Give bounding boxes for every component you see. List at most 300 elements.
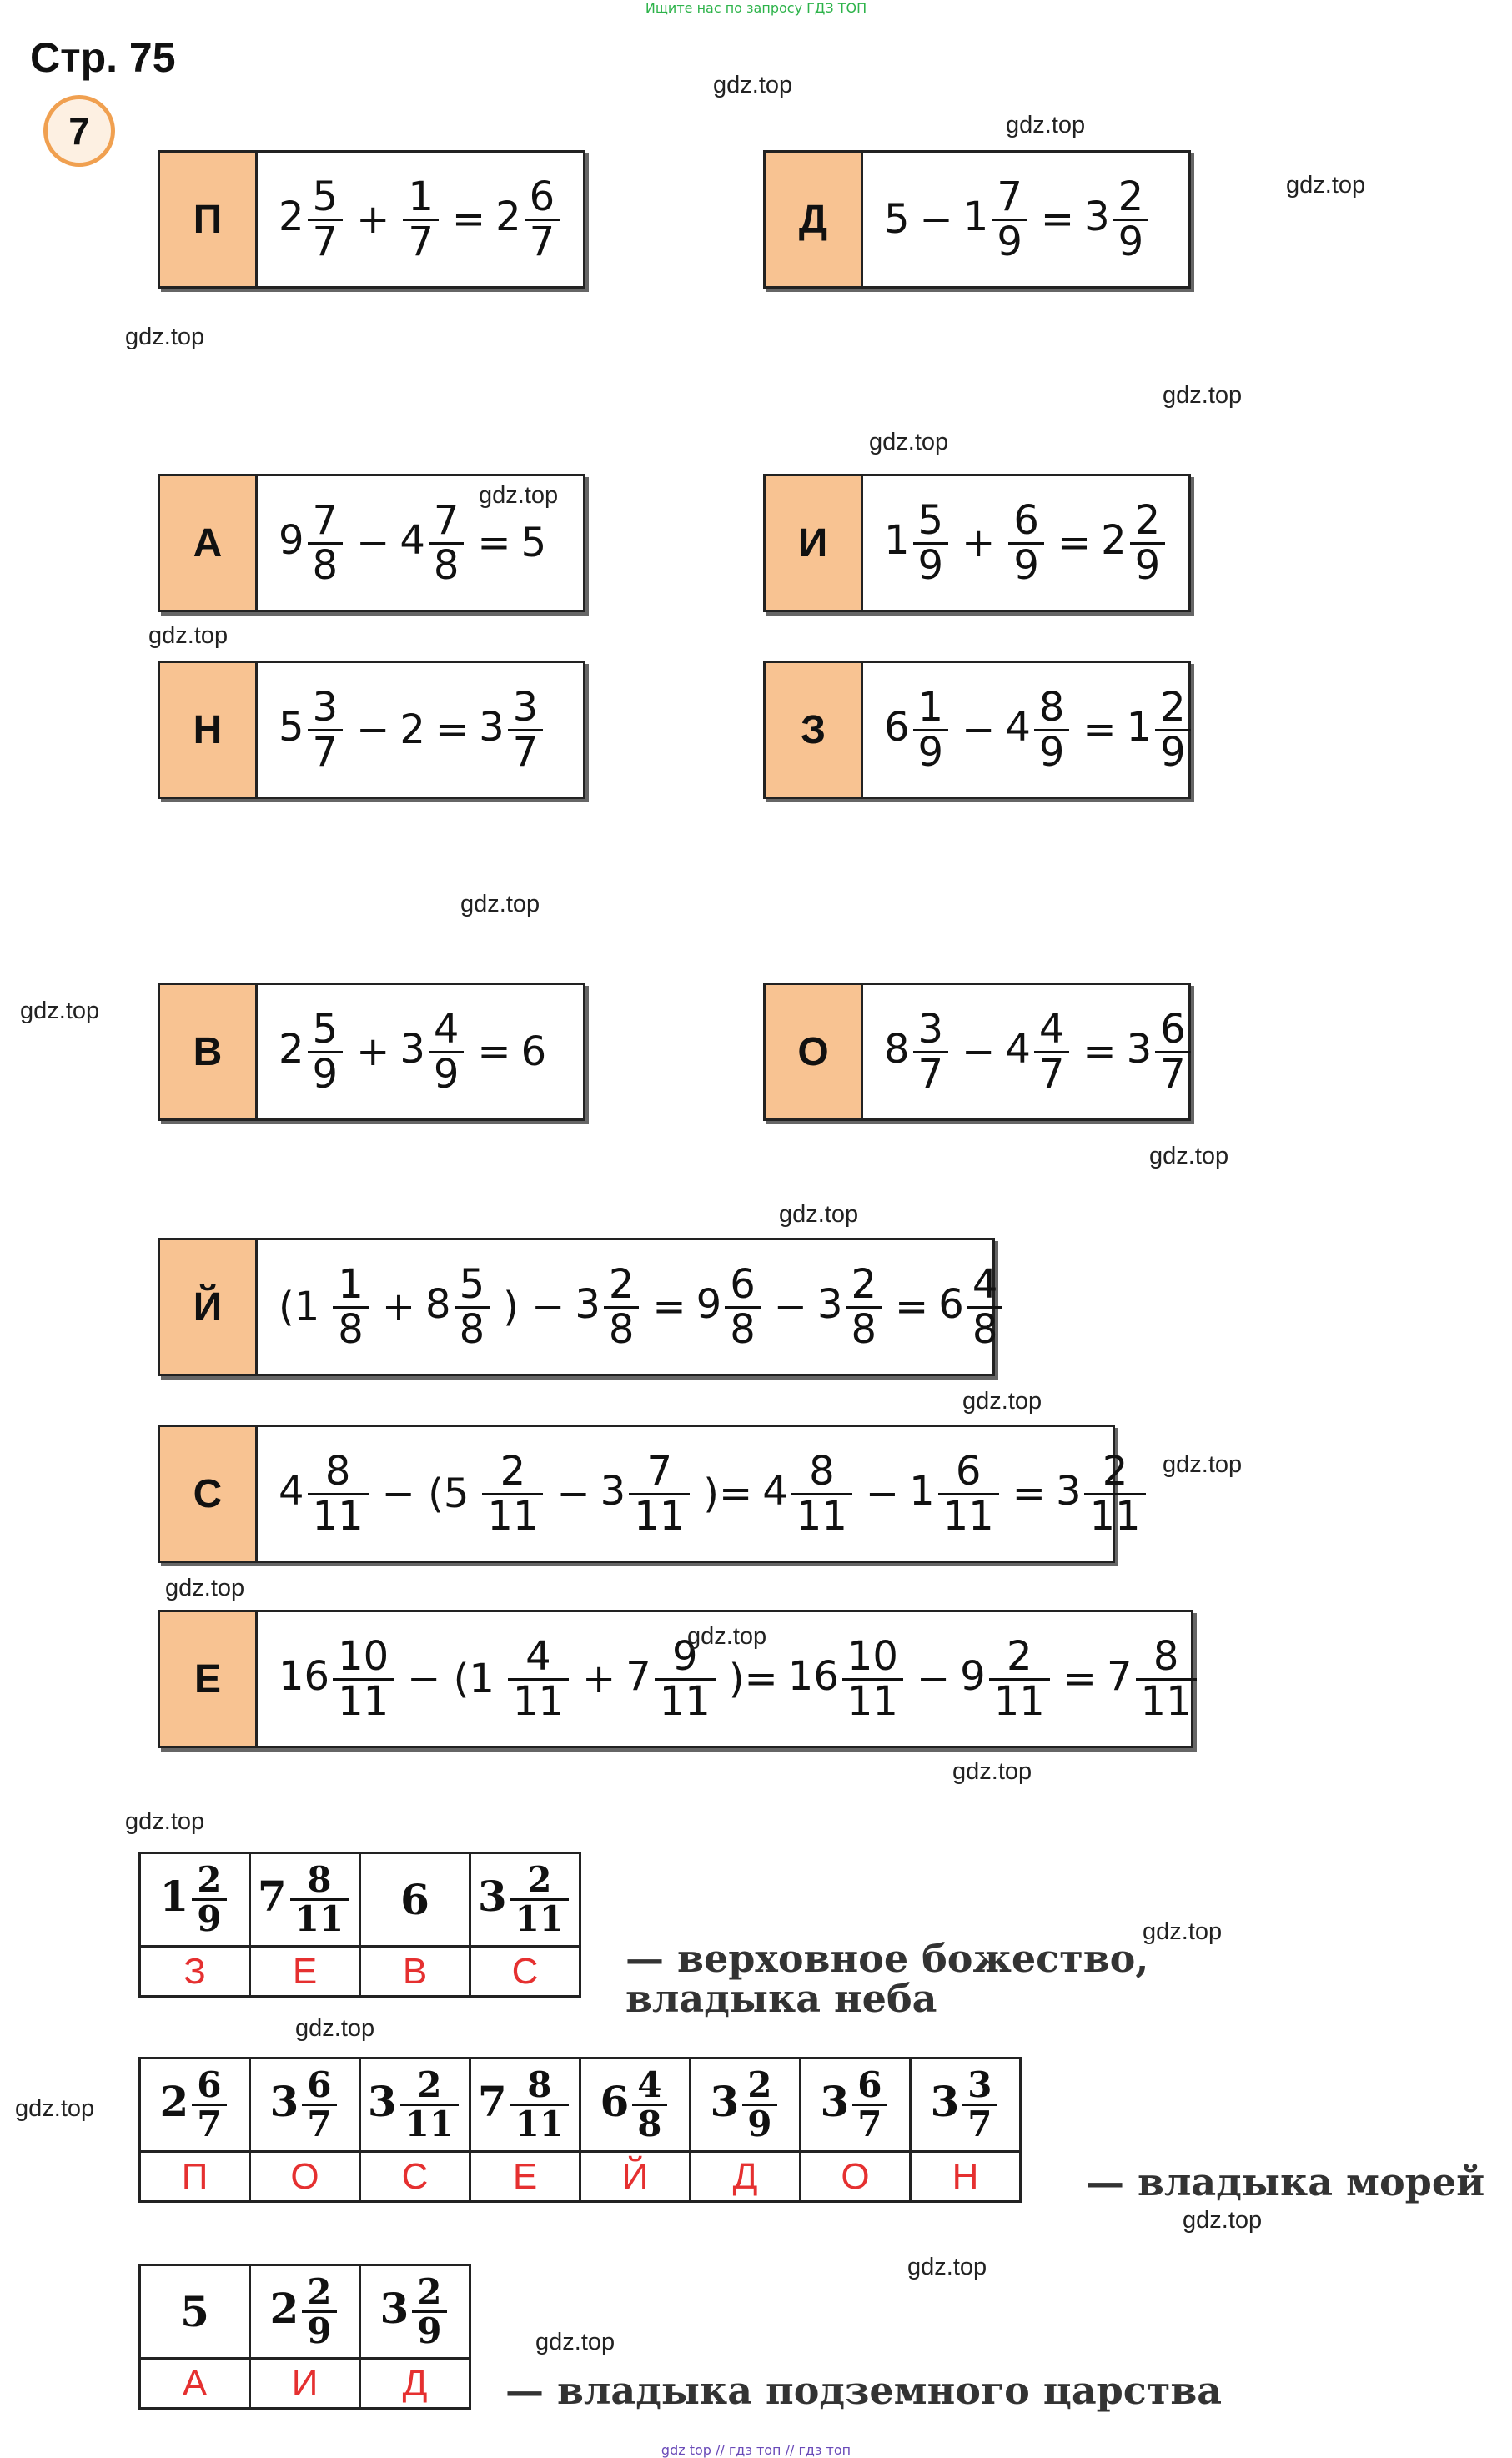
mixed-number: [399, 1006, 467, 1098]
watermark: gdz.top: [1163, 382, 1243, 409]
watermark: gdz.top: [165, 1575, 245, 1601]
value-cell: [140, 1853, 250, 1947]
mixed-number: [600, 2063, 670, 2144]
whole-part: 2: [1101, 517, 1127, 564]
value-cell: [360, 2058, 470, 2152]
numerator: 2: [417, 2270, 442, 2312]
operator: +: [581, 1656, 616, 1702]
whole-part: 7: [257, 1871, 287, 1921]
whole-part: 3: [477, 1871, 507, 1921]
whole-part: 3: [710, 2076, 740, 2126]
mixed-number: [1101, 497, 1168, 589]
whole-part: 2: [279, 1026, 304, 1073]
numerator: 2: [1006, 1633, 1032, 1681]
exercise-letter: Д: [766, 153, 863, 286]
fraction: [791, 1448, 852, 1540]
whole-part: 1: [1126, 704, 1153, 751]
denominator: 9: [1113, 219, 1149, 263]
mixed-number: [479, 1448, 546, 1540]
fraction: [1008, 497, 1044, 589]
fraction: [482, 1448, 543, 1540]
numerator: 3: [967, 2063, 992, 2105]
letter-cell: З: [140, 1947, 250, 1997]
fraction: [629, 1448, 690, 1540]
fraction: [400, 2063, 459, 2144]
watermark: gdz.top: [20, 998, 100, 1024]
numerator: 5: [312, 1006, 339, 1053]
denominator: 7: [308, 729, 344, 773]
fraction: [290, 1858, 349, 1939]
whole-part: 4: [1005, 704, 1031, 751]
operator: −: [356, 706, 390, 753]
mixed-number: [379, 2270, 450, 2351]
whole-part: 1: [962, 194, 989, 240]
numerator: 2: [1102, 1448, 1128, 1495]
mixed-number: [399, 706, 425, 753]
operator: (1: [279, 1284, 320, 1330]
denominator: 7: [508, 729, 544, 773]
exercise-expression: [861, 153, 1188, 286]
mixed-number: [884, 497, 952, 589]
letter-cell: О: [250, 2152, 360, 2202]
numerator: 2: [197, 1858, 222, 1900]
top-banner[interactable]: Ищите нас по запросу ГДЗ ТОП: [645, 0, 867, 16]
value-cell: [250, 1853, 360, 1947]
mixed-number: [329, 1261, 372, 1353]
mixed-number: [399, 497, 467, 589]
decode-caption-2: [1086, 2159, 1485, 2204]
operator: =: [435, 706, 470, 753]
value-cell: [580, 2058, 691, 2152]
denominator: 11: [938, 1493, 999, 1537]
mixed-number: [787, 1633, 907, 1725]
numerator: 8: [527, 2063, 552, 2105]
denominator: 7: [913, 1051, 949, 1095]
mixed-number: [884, 1006, 952, 1098]
numerator: 5: [312, 173, 339, 221]
operator: −: [919, 196, 953, 243]
mixed-number: [930, 2063, 1000, 2144]
whole-part: 2: [495, 194, 521, 240]
fraction: [962, 2063, 997, 2144]
mixed-number: [1107, 1633, 1200, 1725]
value-cell: [140, 2265, 250, 2359]
operator: =: [451, 196, 486, 243]
denominator: 9: [308, 1051, 344, 1095]
whole-part: 3: [379, 2283, 409, 2333]
exercise-letter: П: [160, 153, 258, 286]
numerator: 5: [459, 1261, 485, 1309]
fraction: [913, 1006, 949, 1098]
value-cell: [360, 2265, 470, 2359]
denominator: 9: [913, 729, 949, 773]
numerator: 6: [1013, 497, 1039, 545]
denominator: 11: [510, 1898, 569, 1938]
operator: −: [916, 1656, 951, 1702]
numerator: 1: [917, 684, 944, 731]
operator: )=: [728, 1656, 778, 1702]
whole-part: 1: [909, 1468, 935, 1515]
whole-part: 16: [279, 1653, 330, 1700]
whole-part: 2: [399, 706, 425, 753]
mixed-number: [1084, 173, 1152, 265]
whole-part: 5: [180, 2287, 209, 2336]
numerator: 2: [851, 1261, 877, 1309]
value-cell: [691, 2058, 801, 2152]
whole-part: 7: [477, 2076, 507, 2126]
whole-part: 6: [884, 704, 910, 751]
watermark: gdz.top: [535, 2329, 615, 2355]
whole-part: 3: [1084, 194, 1110, 240]
numerator: 7: [312, 497, 339, 545]
numerator: 8: [1153, 1633, 1179, 1681]
watermark: gdz.top: [1286, 172, 1366, 199]
value-cell: [250, 2058, 360, 2152]
whole-part: 4: [399, 517, 425, 564]
fraction: [1034, 684, 1070, 776]
numerator: 6: [307, 2063, 332, 2105]
numerator: 2: [417, 2063, 442, 2105]
fraction: [308, 684, 344, 776]
whole-part: 5: [520, 520, 547, 566]
denominator: 9: [1155, 729, 1191, 773]
whole-part: 3: [479, 704, 505, 751]
denominator: 8: [846, 1306, 882, 1350]
fraction: [846, 1261, 882, 1353]
letter-cell: Н: [911, 2152, 1021, 2202]
operator: =: [652, 1284, 686, 1330]
mixed-number: [180, 2287, 209, 2336]
exercise-n: [158, 661, 585, 799]
exercise-letter: В: [160, 985, 258, 1118]
operator: − (5: [381, 1470, 470, 1517]
exercise-letter: А: [160, 476, 258, 610]
fraction: [508, 1633, 569, 1725]
whole-part: 3: [816, 1281, 843, 1328]
exercise-o: [763, 983, 1191, 1121]
whole-part: 3: [600, 1468, 626, 1515]
mixed-number: [279, 497, 346, 589]
denominator: 9: [742, 2104, 776, 2143]
numerator: 8: [809, 1448, 835, 1495]
watermark: gdz.top: [869, 429, 949, 455]
numerator: 4: [525, 1633, 551, 1681]
whole-part: 3: [575, 1281, 600, 1328]
operator: +: [962, 520, 996, 566]
denominator: 9: [412, 2310, 446, 2350]
mixed-number: [521, 1028, 547, 1075]
decode-caption-1: [625, 1936, 1149, 2021]
denominator: 9: [1130, 542, 1166, 586]
watermark: gdz.top: [479, 482, 559, 509]
mixed-number: [820, 2063, 890, 2144]
exercise-expression: [861, 663, 1188, 797]
mixed-number: [1055, 1448, 1149, 1540]
mixed-number: [279, 173, 346, 265]
operator: ) −: [503, 1284, 565, 1330]
value-cell: [360, 1853, 470, 1947]
watermark: gdz.top: [1143, 1918, 1223, 1945]
denominator: 11: [508, 1678, 569, 1722]
exercise-d: [763, 150, 1191, 289]
exercise-letter: Е: [160, 1612, 258, 1746]
whole-part: 6: [938, 1281, 964, 1328]
mixed-number: [816, 1261, 885, 1353]
exercise-z: [763, 661, 1191, 799]
mixed-number: [279, 1633, 397, 1725]
fraction: [604, 1261, 640, 1353]
whole-part: 7: [625, 1653, 651, 1700]
fraction: [403, 173, 439, 265]
mixed-number: [505, 1633, 572, 1725]
decode-table-1: [138, 1852, 581, 1998]
mixed-number: [269, 2270, 339, 2351]
whole-part: 1: [884, 517, 910, 564]
mixed-number: [425, 1261, 493, 1353]
mixed-number: [477, 2063, 572, 2144]
caption-line: — верховное божество,: [625, 1936, 1149, 1981]
fraction: [913, 684, 949, 776]
numerator: 8: [1038, 684, 1065, 731]
fraction: [333, 1633, 394, 1725]
watermark: gdz.top: [779, 1201, 859, 1228]
numerator: 9: [672, 1633, 698, 1681]
numerator: 2: [500, 1448, 526, 1495]
fraction: [429, 1006, 465, 1098]
denominator: 11: [333, 1678, 394, 1722]
mixed-number: [279, 1006, 346, 1098]
mixed-number: [600, 1448, 694, 1540]
exercise-y: [158, 1238, 998, 1376]
denominator: 9: [1008, 542, 1044, 586]
denominator: 9: [192, 1898, 226, 1938]
denominator: 11: [510, 2104, 569, 2143]
fraction: [1034, 1006, 1070, 1098]
operator: −: [962, 706, 996, 753]
denominator: 11: [655, 1678, 716, 1722]
mixed-number: [710, 2063, 780, 2144]
watermark: gdz.top: [125, 324, 205, 350]
operator: =: [1083, 706, 1117, 753]
whole-part: 9: [960, 1653, 986, 1700]
whole-part: 2: [279, 194, 304, 240]
operator: −: [773, 1284, 807, 1330]
mixed-number: [159, 1858, 229, 1939]
letter-cell: Й: [580, 2152, 691, 2202]
whole-part: 2: [269, 2283, 299, 2333]
whole-part: 16: [787, 1653, 839, 1700]
mixed-number: [159, 2063, 229, 2144]
numerator: 2: [527, 1858, 552, 1900]
numerator: 4: [433, 1006, 460, 1053]
watermark: gdz.top: [1006, 112, 1086, 138]
mixed-number: [477, 1858, 572, 1939]
fraction: [308, 497, 344, 589]
watermark: gdz.top: [1183, 2207, 1263, 2234]
denominator: 11: [1136, 1678, 1197, 1722]
denominator: 11: [791, 1493, 852, 1537]
mixed-number: [909, 1448, 1002, 1540]
page-title: Стр. 75: [30, 34, 176, 81]
denominator: 8: [604, 1306, 640, 1350]
denominator: 11: [629, 1493, 690, 1537]
operator: +: [356, 1028, 390, 1075]
exercise-expression: [255, 985, 583, 1118]
fraction: [1130, 497, 1166, 589]
numerator: 2: [1134, 497, 1161, 545]
mixed-number: [521, 520, 547, 566]
denominator: 11: [290, 1898, 349, 1938]
fraction: [989, 1633, 1050, 1725]
watermark: gdz.top: [460, 891, 540, 917]
caption-line: — владыка морей: [1086, 2159, 1485, 2204]
denominator: 11: [989, 1678, 1050, 1722]
value-cell: [250, 2265, 360, 2359]
letter-cell: А: [140, 2359, 250, 2409]
whole-part: 4: [279, 1468, 304, 1515]
operator: =: [895, 1284, 929, 1330]
mixed-number: [696, 1261, 764, 1353]
whole-part: 6: [600, 2076, 630, 2126]
exercise-s: [158, 1425, 1141, 1563]
numerator: 7: [646, 1448, 673, 1495]
letter-cell: О: [801, 2152, 911, 2202]
operator: +: [381, 1284, 416, 1330]
mixed-number: [400, 1875, 429, 1924]
fraction: [510, 2063, 569, 2144]
caption-line: владыка неба: [625, 1976, 937, 2021]
mixed-number: [367, 2063, 462, 2144]
whole-part: 2: [159, 2076, 189, 2126]
whole-part: 5: [279, 704, 304, 751]
mixed-number: [279, 684, 346, 776]
exercise-expression: [255, 1240, 998, 1374]
whole-part: 5: [884, 196, 910, 243]
footer-links[interactable]: gdz top // гдз топ // гдз топ: [661, 2442, 851, 2458]
denominator: 8: [632, 2104, 666, 2143]
denominator: 7: [1034, 1051, 1070, 1095]
letter-cell: П: [140, 2152, 250, 2202]
mixed-number: [575, 1261, 642, 1353]
denominator: 7: [302, 2104, 336, 2143]
watermark: gdz.top: [148, 622, 229, 649]
fraction: [632, 2063, 666, 2144]
numerator: 3: [512, 684, 539, 731]
denominator: 7: [525, 219, 560, 263]
mixed-number: [1126, 1006, 1194, 1098]
mixed-number: [960, 1633, 1053, 1725]
mixed-number: [269, 2063, 339, 2144]
watermark: gdz.top: [713, 72, 793, 98]
mixed-number: [884, 684, 952, 776]
decode-table-3: [138, 2264, 471, 2410]
whole-part: 4: [1005, 1026, 1031, 1073]
watermark: gdz.top: [1149, 1143, 1229, 1169]
whole-part: 3: [367, 2076, 397, 2126]
denominator: 7: [308, 219, 344, 263]
denominator: 11: [1084, 1493, 1145, 1537]
fraction: [938, 1448, 999, 1540]
fraction: [429, 497, 465, 589]
denominator: 8: [333, 1306, 369, 1350]
value-cell: [911, 2058, 1021, 2152]
exercise-letter: О: [766, 985, 863, 1118]
value-row: [140, 2265, 470, 2359]
denominator: 7: [192, 2104, 226, 2143]
decode-caption-3: [505, 2368, 1223, 2413]
fraction: [412, 2270, 446, 2351]
exercise-letter: Й: [160, 1240, 258, 1374]
exercise-letter: И: [766, 476, 863, 610]
fraction: [525, 173, 560, 265]
value-cell: [140, 2058, 250, 2152]
exercise-letter: З: [766, 663, 863, 797]
watermark: gdz.top: [125, 1808, 205, 1835]
exercise-expression: [255, 153, 583, 286]
exercise-expression: [861, 476, 1188, 610]
numerator: 2: [1118, 173, 1144, 221]
numerator: 6: [857, 2063, 882, 2105]
denominator: 8: [967, 1306, 1003, 1350]
whole-part: 4: [762, 1468, 788, 1515]
denominator: 8: [725, 1306, 761, 1350]
numerator: 10: [846, 1633, 898, 1681]
mixed-number: [257, 1858, 352, 1939]
watermark: gdz.top: [907, 2254, 987, 2280]
numerator: 1: [338, 1261, 364, 1309]
numerator: 8: [324, 1448, 351, 1495]
whole-part: 3: [399, 1026, 425, 1073]
fraction: [852, 2063, 887, 2144]
exercise-i: [763, 474, 1191, 612]
whole-part: 3: [269, 2076, 299, 2126]
denominator: 11: [400, 2104, 459, 2143]
denominator: 11: [482, 1493, 543, 1537]
exercise-expression: [255, 1427, 1141, 1561]
exercise-e: [158, 1610, 1193, 1748]
numerator: 2: [1160, 684, 1186, 731]
denominator: 9: [992, 219, 1027, 263]
fraction: [1155, 684, 1191, 776]
exercise-expression: [861, 985, 1188, 1118]
whole-part: 6: [520, 1028, 547, 1075]
letter-cell: И: [250, 2359, 360, 2409]
numerator: 4: [637, 2063, 662, 2105]
numerator: 4: [972, 1261, 998, 1309]
denominator: 7: [852, 2104, 887, 2143]
operator: − (1: [407, 1656, 495, 1702]
whole-part: 3: [1126, 1026, 1153, 1073]
numerator: 1: [408, 173, 434, 221]
fraction: [742, 2063, 776, 2144]
fraction: [192, 1858, 226, 1939]
operator: =: [1012, 1470, 1046, 1517]
operator: =: [1057, 520, 1092, 566]
watermark: gdz.top: [295, 2015, 375, 2042]
operator: −: [865, 1470, 900, 1517]
fraction: [725, 1261, 761, 1353]
fraction: [302, 2063, 336, 2144]
task-number-badge: 7: [43, 95, 115, 167]
exercise-expression: [255, 663, 583, 797]
fraction: [508, 684, 544, 776]
letter-row: [140, 2359, 470, 2409]
fraction: [913, 497, 949, 589]
whole-part: 3: [1055, 1468, 1082, 1515]
mixed-number: [1005, 1006, 1072, 1098]
operator: =: [1062, 1656, 1097, 1702]
mixed-number: [495, 173, 563, 265]
